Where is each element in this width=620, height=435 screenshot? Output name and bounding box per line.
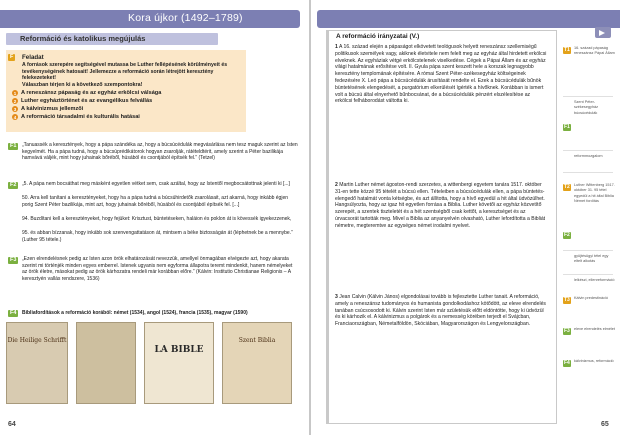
section-title: Reformáció és katolikus megújulás	[20, 34, 146, 43]
bible-cover-english	[76, 322, 136, 404]
margin-divider	[563, 96, 613, 97]
paragraph-3: 3 Jean Calvin (Kálvin János) elgondolásai tovább is fejlesztette Luther tanait. A reformáció, amely a reneszánsz tudományos és humanista gondolkodáshoz kötődött, az eleve elrendelés tanában csúcsosodott ki. Kálvin szerint Isten már születésük előtt eldöntötte, hogy ki üdvözül és ki kárhozik el. A kálvinizmus a polgárok és a nemesség körében terjedt el Svájcban, Franciaországban, Németalföldön, Skóciában, Magyarországon és Lengyelországban.	[335, 294, 546, 328]
margin-note: gyüjtésügyi tétel egy eltelt alkotás	[574, 254, 609, 264]
list-item: 4 A reformáció társadalmi és kulturális hatásai	[13, 114, 140, 120]
margin-tag: T2	[564, 184, 570, 190]
page-number-right: 65	[601, 421, 609, 428]
paragraph-2: 2 Martin Luther német ágoston-rendi szerzetes, a wittenbergi egyetem tanára 1517. október 31-en tette közzé 95 tételét a búcsú ellen. Tételeiben a búcsúcédulák ellen, a pápa büntetés-elengedő hatalmát vonta kétségbe, és azt állította, hogy a hívő egyedül a hit által üdvözülhet. Hangsúlyozta, hogy az igaz hit egyetlen forrása a Biblia. Luther követői az egyház közvetítő szerepét, a szentek tiszteletét és a hét szentségből csak kettőt, a keresztséget és az úrvacsorát tartották meg. Mivel a Biblia az anyanyelvén olvasható, Luther lefordította a Bibliát németre, megteremtve az egységes német irodalmi nyelvet.	[335, 182, 546, 229]
task-tag: F	[10, 54, 14, 60]
margin-tag: F4	[564, 360, 570, 366]
source2-line: 95. és abban bízzanak, hogy inkább sok szenvengattatáson át, mintsem a béke biztosságán át (léphetnek be a mennybe.” (Luther 95 tétele.)	[22, 230, 293, 243]
margin-note: 16. század pápaság reneszánsz Pápai Állam	[574, 46, 615, 56]
list-item: 3 A kálvinizmus jellemzői	[13, 106, 84, 112]
margin-note: lelkészi, ellenreformáció	[574, 278, 615, 282]
margin-tag: T3	[564, 297, 570, 303]
bible-cover-german: Die Heilige Schrifft	[6, 322, 68, 404]
bible-cover-hungarian: Szent Biblia	[222, 322, 292, 404]
list-item: 1 A reneszánsz pápaság és az egyház erkölcsi válsága	[13, 90, 162, 96]
margin-divider	[563, 172, 613, 173]
margin-tag: F2	[564, 232, 570, 238]
task-title: Feladat	[22, 54, 44, 61]
source2-line: 94. Buzdítani kell a keresztényeket, hogy fejüket: Krisztust, büntetéseken, haláion és poklon át is kövessék igyekezzenek,	[22, 216, 292, 222]
source4-tag: F4	[10, 310, 17, 316]
chapter-header-right	[317, 10, 620, 28]
margin-note: Szent Péter-székesegyház búcsúcédulák	[574, 100, 599, 115]
margin-note: Kálvin predestináció	[574, 296, 608, 300]
questions-intro: Válaszban térjen ki a következő szempontokra!	[22, 82, 143, 88]
source3-tag: F3	[10, 257, 17, 263]
margin-tag: F3	[564, 328, 570, 334]
paragraph-1: 1 A 16. század elején a pápaságot elkövetett teológusok helyett reneszánsz szellemiségű politikusok személyek vagy, akiknek életvitele nem felelt meg az egyház által hirdetett erkölcsi elveknek. Az egyháziak vétgé erkölcstelenek viselkedése. Cégek a Pápai Állam és az egyház világi hatalmának erősítése volt. II. Gyula pápa szent keszett hele a korszak legnagyobb keresztény templomának építésére. A római Szent Péter-székesegyház költségeinek fedezésére X. Leó pápa a búcsúcédulák árusítását rendelte el. Ezek a búcsúcédulák bűnök büntetésének elengedését, a purgatórium elkerülését ígérték a hívőknek. Korábban is ismert volt a búcsú által elnyerhető bűnbocsánat, de a búcsúcédulák pénzért elszélesítése az erkölcsi felháborodást váltotta ki.	[335, 44, 547, 105]
margin-note: Luther Wittenberg 1517. október 31. 95 tétel egyedül a hit által Biblia Német fordítás	[574, 183, 615, 204]
source1-text: „Tanuassék a keresztények, hogy a pápa szándéka az, hogy a búcsúcédulák megvásárlása nem tesz maguk szerint az Isten kegyelmét. Ha a pápa tudná, hogy a búcsúprédikátorok hogyan zsarolják, rátételdtérit, amely szerint a Péter bazilikája hamvává váljék, mint hogy juhainak bőréből, húsából és csontjából építsék fel.” (Tetzel)	[22, 142, 298, 162]
chapter-header	[0, 10, 300, 28]
source1-tag: F1	[10, 143, 17, 149]
questions-list	[12, 89, 161, 121]
left-page	[0, 0, 309, 435]
source2-tag: F2	[10, 182, 17, 188]
margin-divider	[563, 274, 613, 275]
right-page	[311, 0, 620, 435]
list-item: 2 Luther egyháztörténet és az evangélikus felvállás	[13, 98, 153, 104]
margin-note: kálvinizmus, reformáció	[574, 359, 614, 363]
margin-tag: T1	[564, 47, 570, 53]
source3-text: „Ezen elrendelésnek pedig az Isten azon örök elhatározását nevezzük, amellyel önmagában elvégezte azt, hogy akarata szerint mi történjék minden egyes emberrel. Istenek ugyanis nem egyforma állapotra teremt mindenkit, hanem némelyeket az örök életre, másokat pedig az örök kárhozatra rendeli már korábban előre.” (Kálvin: Institutio Christianae Religionis – A keresztyén vallás rendszere, 1536)	[22, 256, 293, 282]
megaphone-icon	[595, 27, 611, 38]
bible-cover-french: LA BIBLE	[144, 322, 214, 404]
bible-covers	[6, 322, 292, 410]
chapter-title: Kora újkor (1492–1789)	[128, 12, 243, 24]
source4-caption: Bibliafordítások a reformáció korából: német (1534), angol (1524), francia (1535), magyar (1590)	[22, 310, 248, 316]
margin-divider	[563, 250, 613, 251]
source2-line: „5. A pápa nem bocsáthat meg másként egyetlen vétket sem, csak azáltal, hogy az Istentől megbocsátottnak jelenti ki [...]	[22, 181, 290, 187]
source2-line: 50. Arra kell tanítani a keresztényeket, hogy ha a pápa tudná a búcsúhirdetők zsarolásait, azt akarná, hogy inkább égjen porig Szent Péter bazilikája, mint azt, hogy juhainak bőréből, húsából és csontjából építsék fel. [...]	[22, 195, 289, 208]
margin-divider	[563, 150, 613, 151]
reading-box-title: A reformáció irányzatai (V.)	[336, 33, 420, 40]
section-bar	[6, 33, 218, 45]
task-text: A források szerepére segítségével mutassa be Luther fellépésének körülményeit és tevékenységének hatosait! Jellemezze a reformáció során létrejött keresztény felekezeteket!	[22, 62, 228, 82]
margin-tag: F1	[564, 124, 570, 130]
margin-note: eleve elrendelés elmélet	[574, 327, 615, 331]
margin-note: reformmozgalom	[574, 154, 603, 158]
page-number-left: 64	[8, 421, 16, 428]
